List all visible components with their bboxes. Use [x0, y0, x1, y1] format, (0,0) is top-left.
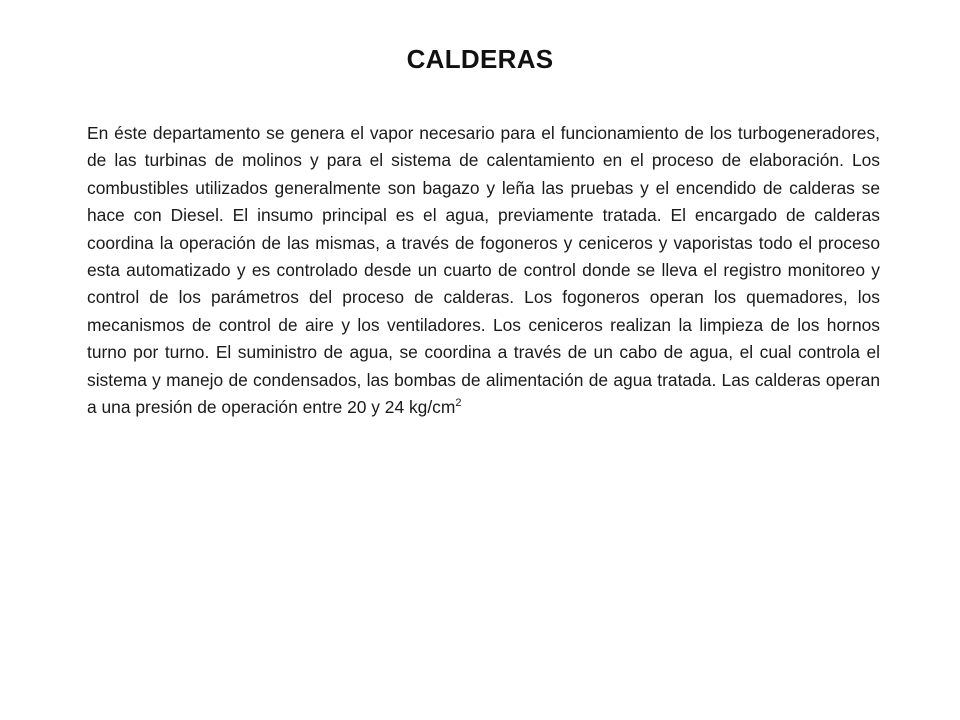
slide-title: CALDERAS — [406, 44, 554, 74]
body-paragraph — [87, 120, 880, 421]
unit-exponent: 2 — [455, 397, 462, 410]
body-paragraph-text: En éste departamento se genera el vapor necesario para el funcionamiento de los turbogeneradores, de las turbinas de molinos y para el sistema de calentamiento en el proceso de elaboración. Los combustibles utilizados generalmente son bagazo y leña las pruebas y el encendido de calderas se hace con Diesel. El insumo principal es el agua, previamente tratada. El encargado de calderas coordina la operación de las mismas, a través de fogoneros y ceniceros y vaporistas todo el proceso esta automatizado y es controlado desde un cuarto de control donde se lleva el registro monitoreo y control de los parámetros del proceso de calderas. Los fogoneros operan los quemadores, los mecanismos de control de aire y los ventiladores. Los ceniceros realizan la limpieza de los hornos turno por turno. El suministro de agua, se coordina a través de un cabo de agua, el cual controla el sistema y manejo de condensados, las bombas de alimentación de agua tratada. Las calderas operan a una presión de operación entre 20 y 24 kg/cm — [87, 123, 880, 418]
